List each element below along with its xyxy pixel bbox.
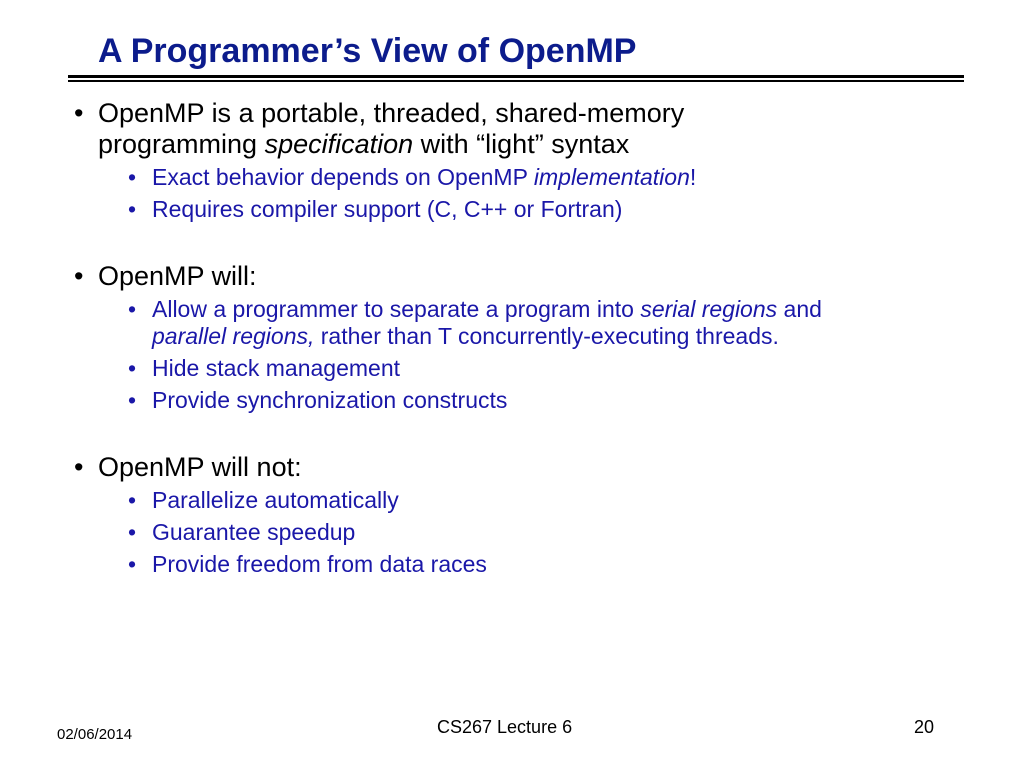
bullet-dot: • — [74, 261, 84, 291]
bullet-dot: • — [74, 452, 84, 482]
line-text: OpenMP is a portable, threaded, shared-memory — [98, 98, 685, 128]
line-text: Provide freedom from data races — [152, 551, 487, 577]
line-text: programming — [98, 129, 265, 159]
emphasis-text: implementation — [533, 164, 690, 190]
line-text: OpenMP will not: — [98, 452, 302, 482]
emphasis-text: specification — [264, 129, 414, 159]
title-underline — [68, 75, 964, 82]
line-text: with “light” syntax — [413, 129, 630, 159]
line-text: and — [777, 296, 822, 322]
line-text: Hide stack management — [152, 355, 401, 381]
line-text: Parallelize automatically — [152, 487, 399, 513]
subbullet-dot: • — [128, 519, 137, 545]
subbullet-dot: • — [128, 196, 137, 222]
line-text: OpenMP will: — [98, 261, 257, 291]
line-text: Allow a programmer to separate a program into — [152, 296, 641, 322]
bullet-dot: • — [74, 98, 84, 128]
subbullet-speedup — [74, 519, 1004, 546]
subbullet-compiler — [74, 196, 1004, 223]
subbullet-behavior — [74, 164, 1004, 191]
page-number: 20 — [914, 717, 935, 737]
line-text: Requires compiler support (C, C++ or Fortran) — [152, 196, 623, 222]
bullet-openmp-will — [74, 261, 1004, 292]
subbullet-regions — [74, 296, 1004, 350]
line-text: Guarantee speedup — [152, 519, 356, 545]
subbullet-dot: • — [128, 164, 137, 190]
subbullet-dot: • — [128, 355, 137, 381]
emphasis-text: parallel regions, — [152, 323, 315, 349]
subbullet-stack — [74, 355, 1004, 382]
subbullet-data-races — [74, 551, 1004, 578]
line-text: ! — [689, 164, 697, 190]
line-text: Exact behavior depends on OpenMP — [152, 164, 534, 190]
slide-title: A Programmer’s View of OpenMP — [98, 32, 637, 70]
footer-lecture: CS267 Lecture 6 — [437, 717, 573, 737]
slide-content — [74, 98, 1004, 578]
emphasis-text: serial regions — [640, 296, 778, 322]
bullet-openmp-will-not — [74, 452, 1004, 483]
subbullet-parallelize — [74, 487, 1004, 514]
line-text: rather than T concurrently-executing threads. — [314, 323, 779, 349]
bullet-openmp-definition — [74, 98, 1004, 160]
subbullet-dot: • — [128, 296, 137, 322]
subbullet-dot: • — [128, 387, 137, 413]
subbullet-dot: • — [128, 551, 137, 577]
footer-date: 02/06/2014 — [57, 726, 133, 743]
subbullet-sync — [74, 387, 1004, 414]
line-text: Provide synchronization constructs — [152, 387, 508, 413]
subbullet-dot: • — [128, 487, 137, 513]
